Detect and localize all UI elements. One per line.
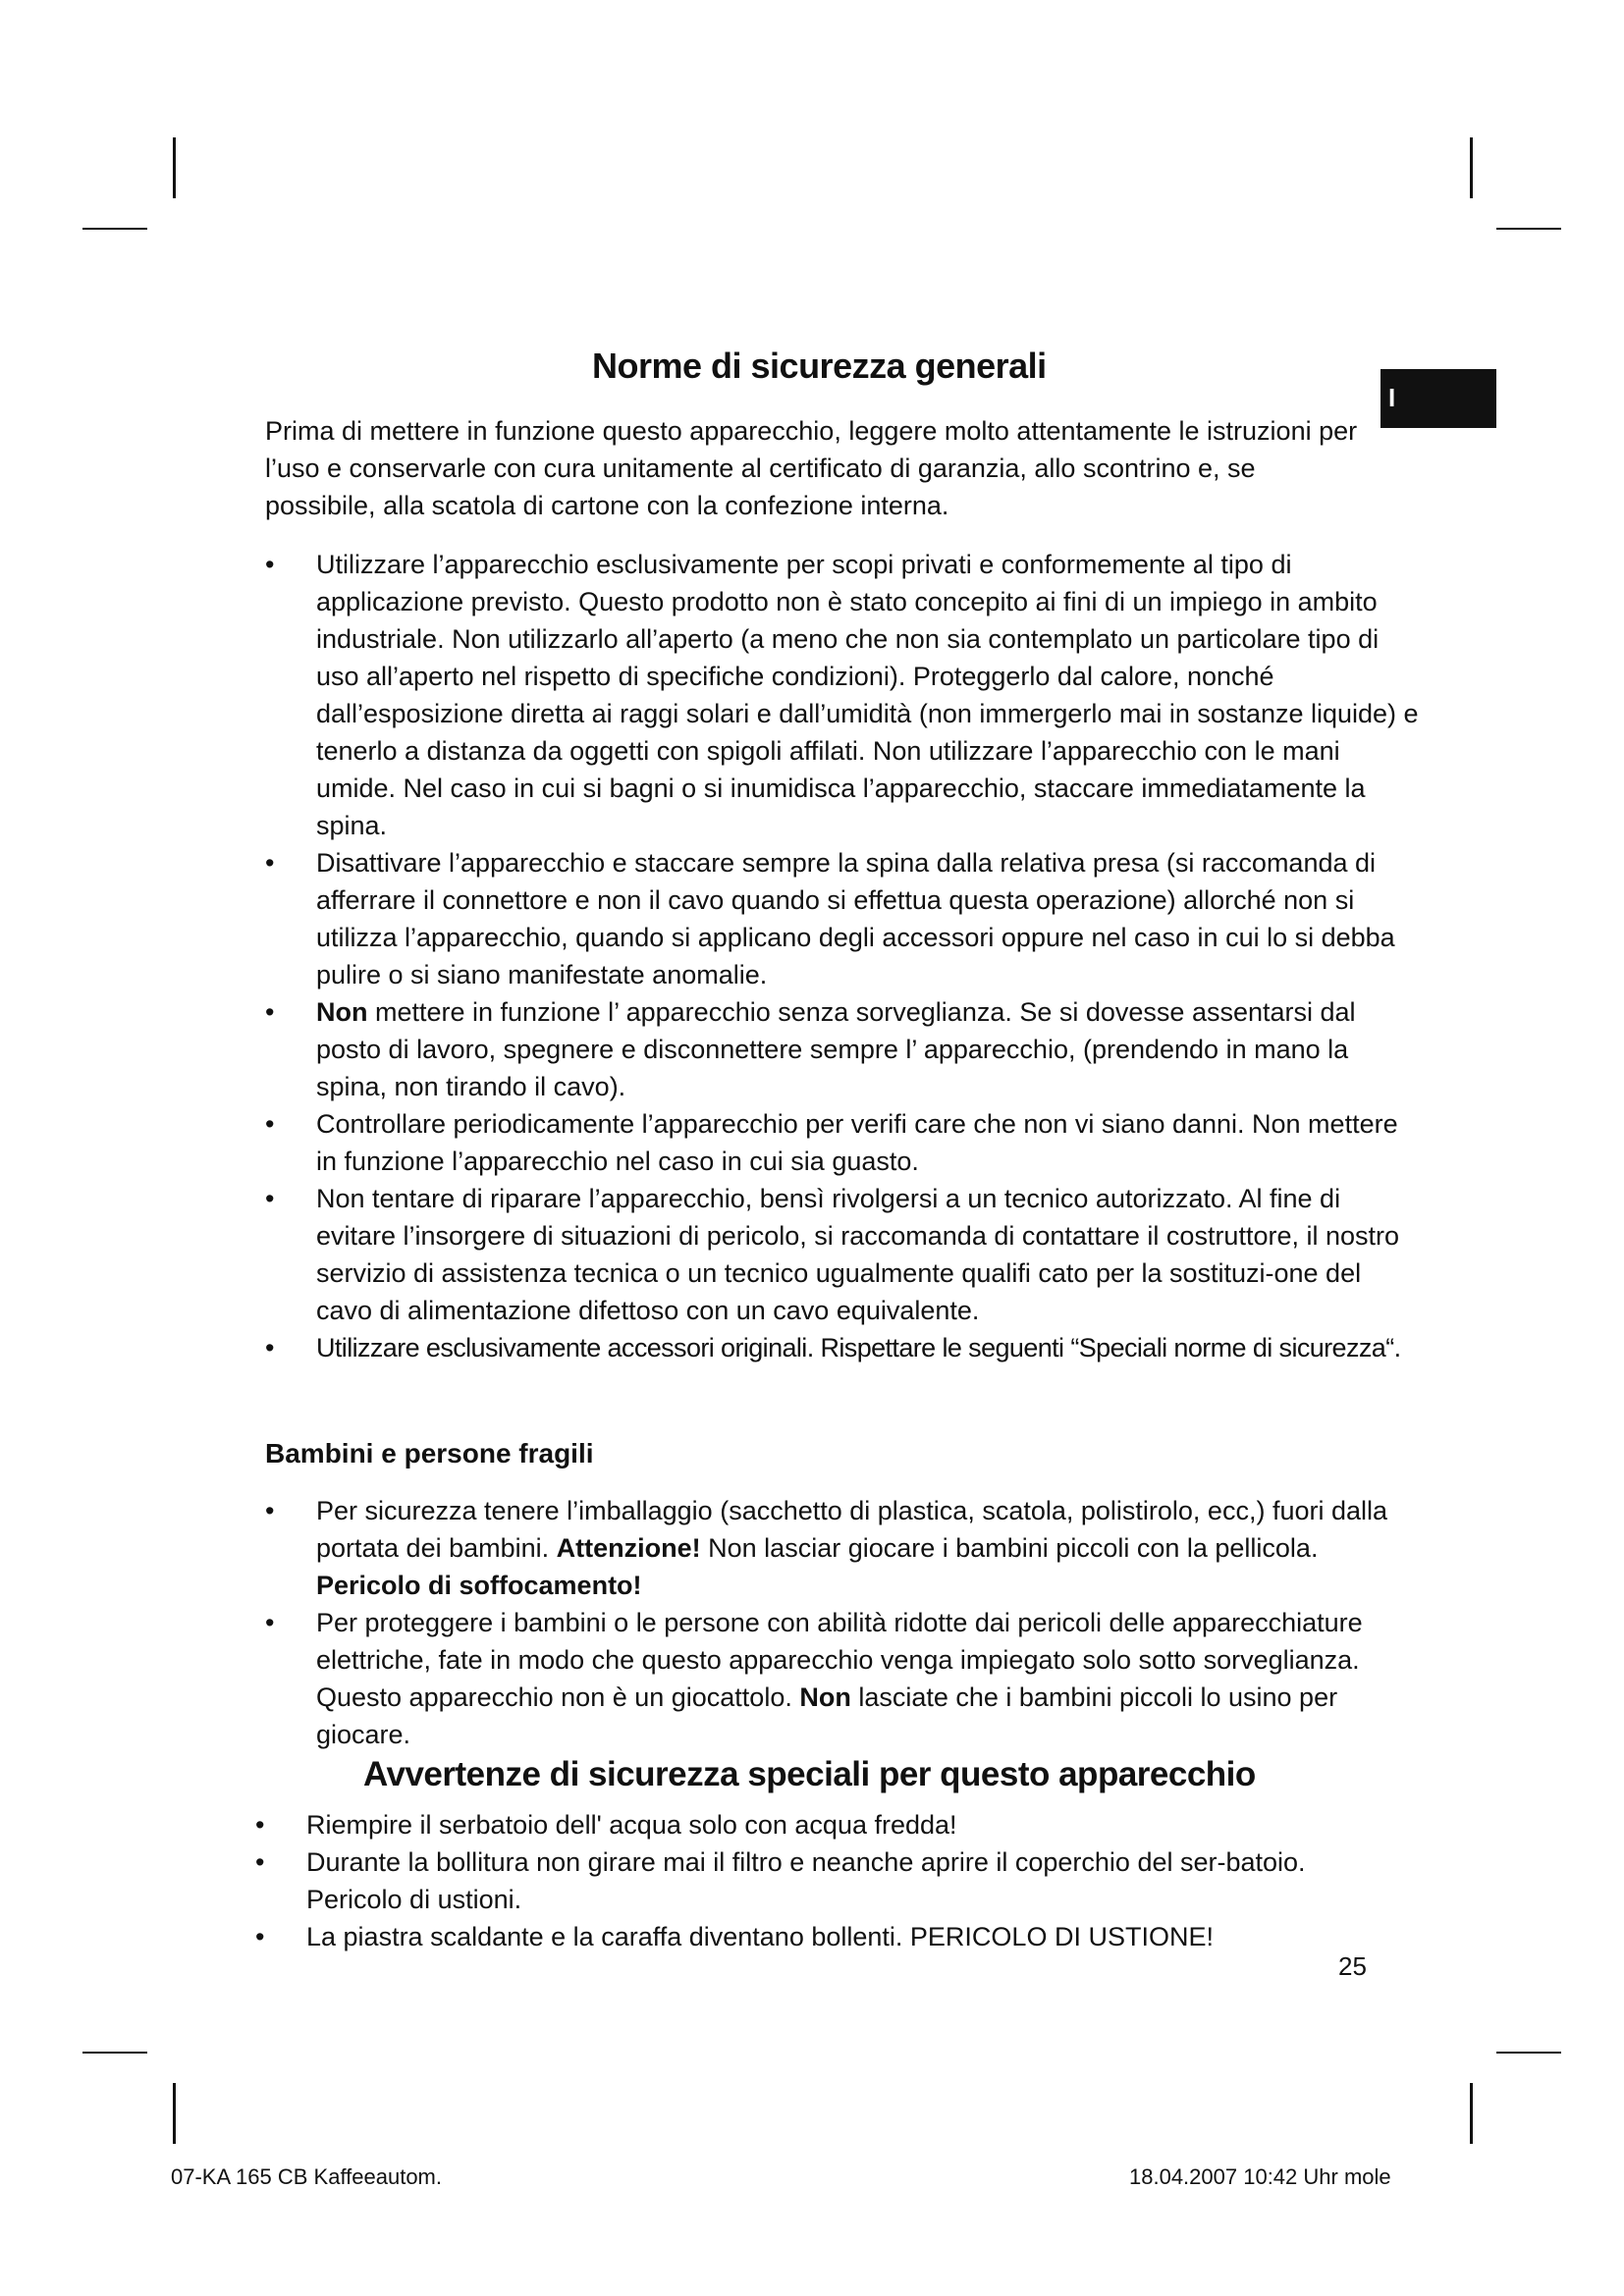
bullet: • xyxy=(265,848,275,878)
bullet: • xyxy=(265,1109,275,1139)
footer-right: 18.04.2007 10:42 Uhr mole xyxy=(1129,2164,1391,2189)
item-text: lasciate che i bambini piccoli lo usino per giocare. xyxy=(316,1682,1338,1749)
crop-mark xyxy=(82,228,147,230)
item-text: mettere in funzione l’ apparecchio senza sorveglianza. Se si dovesse assentarsi dal posto di lavoro, spegnere e disconnettere sempre l’ apparecchio, (prendendo in mano la spina, non tirando il cavo). xyxy=(316,997,1356,1101)
crop-mark xyxy=(173,137,176,198)
crop-mark xyxy=(1470,2083,1473,2144)
special-title: Avvertenze di sicurezza speciali per questo apparecchio xyxy=(363,1755,1256,1793)
crop-mark xyxy=(1496,2052,1561,2054)
children-safety-list xyxy=(265,1492,1424,1753)
general-safety-list xyxy=(265,546,1424,1366)
footer-left: 07-KA 165 CB Kaffeeautom. xyxy=(171,2164,442,2189)
bullet: • xyxy=(265,1184,275,1213)
list-item xyxy=(265,844,1424,993)
item-text: Per proteggere i bambini o le persone con abilità ridotte dai pericoli delle apparecchiature elettriche, fate in modo che questo apparecchio venga impiegato solo sotto sorveglianza. Questo apparecchio non è un giocattolo. xyxy=(316,1608,1363,1712)
list-item xyxy=(265,1329,1424,1366)
list-item xyxy=(255,1918,1316,1955)
item-text: Durante la bollitura non girare mai il filtro e neanche aprire il coperchio del ser-batoio. Pericolo di ustioni. xyxy=(306,1847,1306,1914)
item-text: Utilizzare esclusivamente accessori originali. Rispettare le seguenti “Speciali norme di sicurezza“. xyxy=(316,1333,1401,1362)
bullet: • xyxy=(265,997,275,1027)
list-item xyxy=(255,1806,1316,1843)
children-heading: Bambini e persone fragili xyxy=(265,1438,594,1468)
item-bold: Pericolo di soffocamento! xyxy=(316,1571,642,1600)
list-item xyxy=(265,1604,1424,1753)
special-safety-list xyxy=(255,1806,1316,1955)
page-number: 25 xyxy=(1338,1951,1367,1981)
item-text: Controllare periodicamente l’apparecchio per verifi care che non vi siano danni. Non mettere in funzione l’apparecchio nel caso in cui sia guasto. xyxy=(316,1109,1398,1176)
item-bold: Attenzione! xyxy=(556,1533,701,1563)
list-item xyxy=(255,1843,1316,1918)
crop-mark xyxy=(1470,137,1473,198)
bullet: • xyxy=(255,1810,265,1840)
item-text: Disattivare l’apparecchio e staccare sempre la spina dalla relativa presa (si raccomanda di afferrare il connettore e non il cavo quando si effettua questa operazione) allorché non si utilizza l’apparecchio, quando si applicano degli accessori oppure nel caso in cui lo si debba pulire o si siano manifestate anomalie. xyxy=(316,848,1395,989)
page-title: Norme di sicurezza generali xyxy=(592,346,1047,386)
item-text: Riempire il serbatoio dell' acqua solo con acqua fredda! xyxy=(306,1810,957,1840)
bullet: • xyxy=(255,1922,265,1951)
bullet: • xyxy=(265,550,275,579)
item-text: Utilizzare l’apparecchio esclusivamente per scopi privati e conformemente al tipo di applicazione previsto. Questo prodotto non è stato concepito ai fini di un impiego in ambito industriale. Non utilizzarlo all’aperto (a meno che non sia contemplato un particolare tipo di uso all’aperto nel rispetto di specifiche condizioni). Proteggerlo dal calore, nonché dall’esposizione diretta ai raggi solari e dall’umidità (non immergerlo mai in sostanze liquide) e tenerlo a distanza da oggetti con spigoli affilati. Non utilizzare l’apparecchio con le mani umide. Nel caso in cui si bagni o si inumidisca l’apparecchio, staccare immediatamente la spina. xyxy=(316,550,1419,840)
bullet: • xyxy=(265,1333,275,1362)
list-item xyxy=(265,993,1424,1105)
item-bold: Non xyxy=(316,997,368,1027)
crop-mark xyxy=(82,2052,147,2054)
item-text: Non lasciar giocare i bambini piccoli con la pellicola. xyxy=(700,1533,1319,1563)
bullet: • xyxy=(265,1496,275,1525)
list-item xyxy=(265,1105,1424,1180)
crop-mark xyxy=(1496,228,1561,230)
list-item xyxy=(265,546,1424,844)
item-bold: Non xyxy=(799,1682,851,1712)
bullet: • xyxy=(265,1608,275,1637)
item-text: Non tentare di riparare l’apparecchio, bensì rivolgersi a un tecnico autorizzato. Al fine di evitare l’insorgere di situazioni di pericolo, si raccomanda di contattare il costruttore, il nostro servizio di assistenza tecnica o un tecnico ugualmente qualifi cato per la sostituzi-one del cavo di alimentazione difettoso con un cavo equivalente. xyxy=(316,1184,1400,1325)
intro-paragraph: Prima di mettere in funzione questo apparecchio, leggere molto attentamente le istruzioni per l’uso e conservarle con cura unitamente al certificato di garanzia, allo scontrino e, se possibile, alla scatola di cartone con la confezione interna. xyxy=(265,416,1358,520)
list-item xyxy=(265,1492,1424,1604)
item-text: La piastra scaldante e la caraffa diventano bollenti. PERICOLO DI USTIONE! xyxy=(306,1922,1214,1951)
bullet: • xyxy=(255,1847,265,1877)
language-tab xyxy=(1380,369,1496,428)
item-text: Per sicurezza tenere l’imballaggio (sacchetto di plastica, scatola, polistirolo, ecc,) fuori dalla portata dei bambini. xyxy=(316,1496,1388,1563)
list-item xyxy=(265,1180,1424,1329)
language-tab-label: I xyxy=(1388,383,1396,412)
crop-mark xyxy=(173,2083,176,2144)
